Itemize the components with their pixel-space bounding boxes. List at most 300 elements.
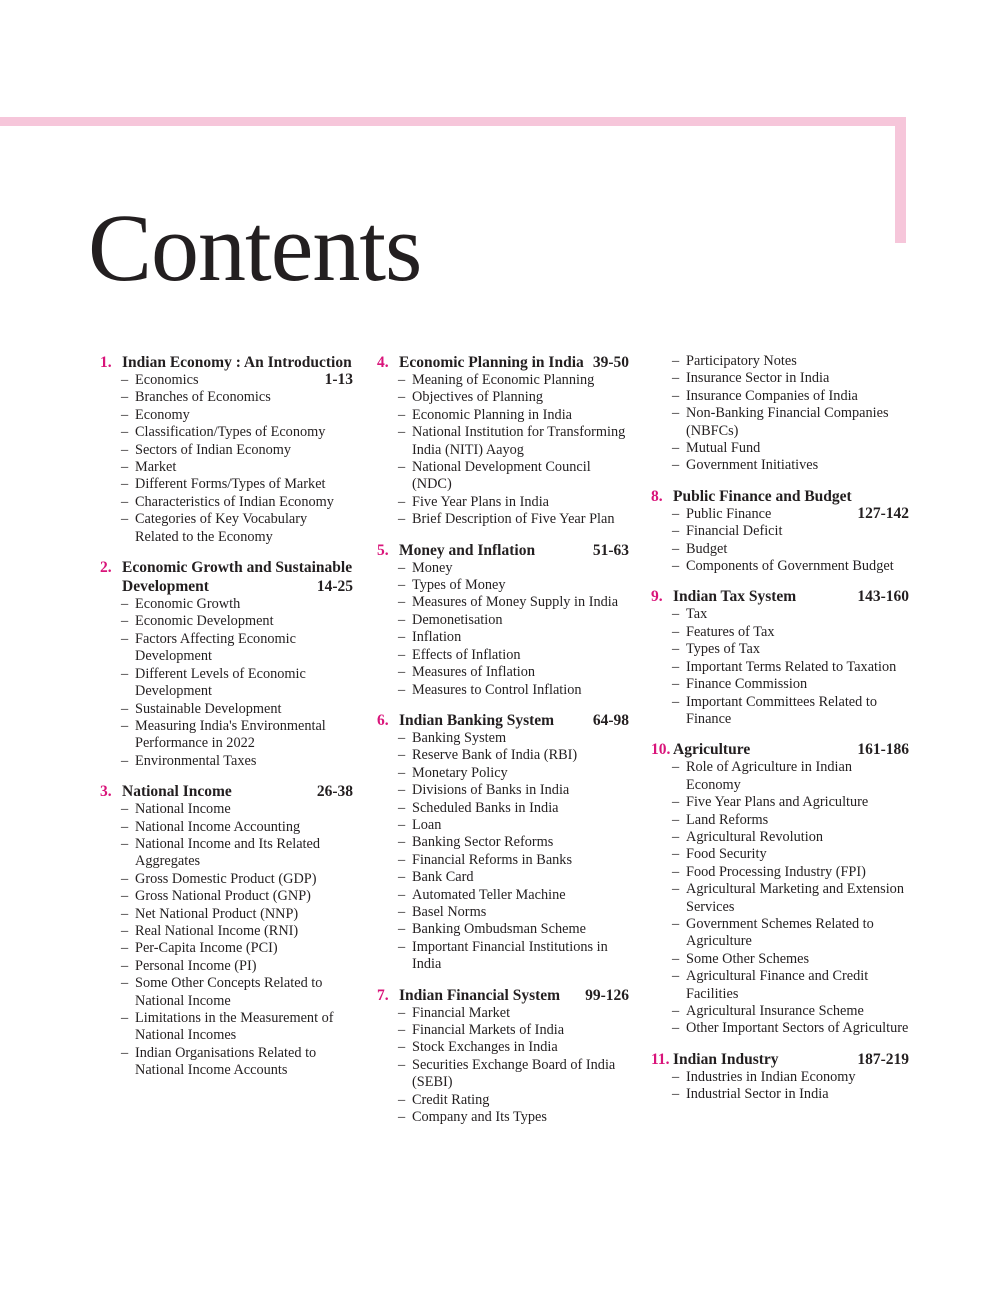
topic-dash: – bbox=[398, 1091, 406, 1108]
topic-dash: – bbox=[398, 629, 406, 646]
topic-text: National Income Accounting bbox=[135, 818, 301, 835]
topic-item bbox=[398, 904, 629, 921]
topic-item bbox=[398, 459, 629, 494]
topic-item bbox=[121, 753, 353, 770]
topic-text: Stock Exchanges in India bbox=[412, 1039, 558, 1056]
topic-list bbox=[651, 606, 909, 728]
topic-item bbox=[672, 506, 909, 523]
topic-list bbox=[377, 560, 629, 699]
chapter-page-range: 143-160 bbox=[851, 587, 909, 606]
topic-item bbox=[672, 370, 909, 387]
topic-dash: – bbox=[398, 799, 406, 816]
topic-item bbox=[398, 730, 629, 747]
chapter-page-range: 39-50 bbox=[587, 353, 629, 372]
topic-dash: – bbox=[398, 1109, 406, 1126]
topic-item bbox=[121, 923, 353, 940]
topic-text: Meaning of Economic Planning bbox=[412, 372, 595, 388]
topic-dash: – bbox=[672, 658, 680, 675]
chapter-number: 5. bbox=[377, 541, 389, 559]
toc-chapter bbox=[377, 353, 629, 529]
topic-dash: – bbox=[398, 1022, 406, 1038]
topic-dash: – bbox=[121, 888, 129, 905]
topic-dash: – bbox=[121, 630, 129, 647]
topic-dash: – bbox=[672, 846, 680, 863]
topic-dash: – bbox=[398, 511, 406, 528]
topic-dash: – bbox=[672, 1086, 680, 1103]
topic-text: Per-Capita Income (PCI) bbox=[135, 940, 278, 957]
topic-text: Measures of Money Supply in India bbox=[412, 594, 619, 611]
topic-list bbox=[651, 1069, 909, 1104]
topic-dash: – bbox=[398, 577, 406, 594]
topic-dash: – bbox=[672, 881, 680, 898]
topic-item bbox=[398, 747, 629, 764]
topic-text: Types of Money bbox=[412, 577, 506, 594]
topic-text: Gross National Product (GNP) bbox=[135, 888, 311, 905]
chapter-number: 2. bbox=[100, 559, 112, 577]
topic-text: Basel Norms bbox=[412, 903, 487, 920]
topic-dash: – bbox=[121, 389, 129, 406]
topic-dash: – bbox=[398, 886, 406, 903]
topic-item bbox=[121, 836, 353, 871]
topic-text: Public Finance bbox=[686, 505, 772, 522]
topic-text: Objectives of Planning bbox=[412, 389, 544, 406]
topic-dash: – bbox=[672, 641, 680, 658]
topic-item bbox=[121, 476, 353, 493]
topic-item bbox=[672, 864, 909, 881]
topic-item bbox=[398, 1022, 629, 1039]
topic-text: Categories of Key Vocabulary Related to the Economy bbox=[135, 511, 308, 545]
topic-text: Gross Domestic Product (GDP) bbox=[135, 870, 317, 887]
topic-item bbox=[672, 641, 909, 658]
topic-dash: – bbox=[121, 801, 129, 818]
topic-dash: – bbox=[121, 511, 129, 528]
topic-item bbox=[121, 871, 353, 888]
chapter-page-range: 14-25 bbox=[311, 577, 353, 596]
topic-item bbox=[121, 372, 353, 389]
topic-text: Indian Organisations Related to National Income Accounts bbox=[135, 1044, 317, 1079]
topic-text: Classification/Types of Economy bbox=[135, 424, 326, 441]
topic-text: Limitations in the Measurement of National Incomes bbox=[135, 1010, 334, 1044]
toc-chapter bbox=[377, 711, 629, 974]
topic-item bbox=[672, 968, 909, 1003]
chapter-heading[interactable] bbox=[651, 1050, 909, 1069]
topic-dash: – bbox=[672, 405, 680, 422]
topic-item bbox=[398, 1057, 629, 1092]
topic-text: Banking System bbox=[412, 729, 507, 746]
topic-item bbox=[121, 511, 353, 546]
topic-text: Divisions of Banks in India bbox=[412, 782, 570, 799]
topic-text: Economic Planning in India bbox=[412, 406, 573, 423]
topic-item bbox=[398, 494, 629, 511]
topic-list bbox=[651, 759, 909, 1038]
topic-text: Role of Agriculture in Indian Economy bbox=[686, 759, 852, 793]
toc-chapter bbox=[651, 487, 909, 576]
chapter-page-range: 1-13 bbox=[319, 371, 353, 388]
topic-text: Financial Deficit bbox=[686, 523, 783, 540]
topic-item bbox=[672, 794, 909, 811]
topic-dash: – bbox=[672, 1003, 680, 1019]
toc-chapter bbox=[651, 1050, 909, 1104]
chapter-title: Economic Growth and Sustainable Development bbox=[122, 559, 353, 596]
chapter-number: 7. bbox=[377, 986, 389, 1004]
topic-item bbox=[672, 916, 909, 951]
chapter-heading[interactable] bbox=[377, 541, 629, 560]
topic-item bbox=[672, 1086, 909, 1103]
topic-text: Agricultural Marketing and Extension Services bbox=[686, 881, 904, 915]
topic-item bbox=[672, 606, 909, 623]
topic-item bbox=[398, 939, 629, 974]
topic-dash: – bbox=[398, 834, 406, 851]
chapter-heading[interactable] bbox=[100, 782, 353, 801]
topic-text: Economic Development bbox=[135, 613, 274, 630]
topic-item bbox=[398, 577, 629, 594]
topic-text: Personal Income (PI) bbox=[135, 957, 257, 974]
topic-item bbox=[121, 442, 353, 459]
topic-text: Insurance Sector in India bbox=[686, 370, 830, 387]
topic-item bbox=[398, 834, 629, 851]
topic-text: Measures of Inflation bbox=[412, 664, 536, 681]
topic-dash: – bbox=[398, 681, 406, 698]
toc-column-3 bbox=[651, 353, 909, 1116]
topic-item bbox=[672, 812, 909, 829]
chapter-title: Money and Inflation bbox=[399, 541, 536, 559]
topic-dash: – bbox=[398, 646, 406, 663]
topic-item bbox=[672, 440, 909, 457]
topic-dash: – bbox=[672, 693, 680, 710]
topic-dash: – bbox=[398, 851, 406, 868]
topic-text: Some Other Schemes bbox=[686, 950, 810, 967]
topic-text: Food Security bbox=[686, 846, 767, 863]
topic-item bbox=[398, 1005, 629, 1022]
topic-dash: – bbox=[398, 764, 406, 781]
topic-item bbox=[398, 817, 629, 834]
topic-item bbox=[672, 388, 909, 405]
chapter-heading[interactable] bbox=[377, 353, 629, 372]
topic-text: Economic Growth bbox=[135, 596, 241, 613]
topic-list bbox=[100, 372, 353, 546]
topic-dash: – bbox=[672, 457, 680, 474]
topic-list bbox=[100, 801, 353, 1080]
topic-item bbox=[398, 560, 629, 577]
topic-item bbox=[398, 647, 629, 664]
topic-item bbox=[672, 353, 909, 370]
chapter-page-range: 161-186 bbox=[851, 740, 909, 759]
topic-item bbox=[121, 975, 353, 1010]
chapter-number: 1. bbox=[100, 354, 112, 371]
toc-chapter bbox=[651, 740, 909, 1038]
topic-item bbox=[121, 819, 353, 836]
topic-item bbox=[398, 765, 629, 782]
topic-item bbox=[672, 624, 909, 641]
topic-list bbox=[651, 506, 909, 576]
topic-item bbox=[398, 407, 629, 424]
topic-item bbox=[672, 523, 909, 540]
toc-chapter bbox=[377, 541, 629, 699]
topic-text: Agricultural Finance and Credit Facilities bbox=[686, 968, 869, 1002]
topic-dash: – bbox=[398, 869, 406, 886]
chapter-title: Economic Planning in India bbox=[399, 354, 584, 371]
topic-dash: – bbox=[121, 493, 129, 510]
topic-item bbox=[398, 389, 629, 406]
topic-item bbox=[398, 1092, 629, 1109]
topic-item bbox=[121, 701, 353, 718]
chapter-page-range: 26-38 bbox=[311, 782, 353, 801]
topic-text: Measures to Control Inflation bbox=[412, 681, 582, 698]
chapter-number: 8. bbox=[651, 487, 663, 505]
topic-item bbox=[672, 405, 909, 440]
topic-item bbox=[121, 1010, 353, 1045]
chapter-heading[interactable] bbox=[100, 353, 353, 372]
topic-text: Features of Tax bbox=[686, 623, 775, 640]
topic-dash: – bbox=[121, 957, 129, 974]
topic-text: Real National Income (RNI) bbox=[135, 922, 299, 939]
topic-dash: – bbox=[398, 594, 406, 611]
topic-item bbox=[672, 759, 909, 794]
topic-list bbox=[100, 596, 353, 770]
topic-dash: – bbox=[398, 938, 406, 955]
topic-item bbox=[398, 664, 629, 681]
topic-dash: – bbox=[672, 387, 680, 404]
toc-chapter bbox=[651, 587, 909, 728]
topic-text: Inflation bbox=[412, 629, 462, 646]
topic-item bbox=[672, 659, 909, 676]
toc-chapter bbox=[377, 986, 629, 1127]
topic-dash: – bbox=[672, 623, 680, 640]
chapter-number: 11. bbox=[651, 1050, 670, 1068]
topic-item bbox=[398, 921, 629, 938]
topic-text: Types of Tax bbox=[686, 641, 760, 658]
topic-dash: – bbox=[672, 811, 680, 828]
topic-text: Participatory Notes bbox=[686, 353, 797, 369]
topic-text: National Income bbox=[135, 801, 231, 818]
topic-item bbox=[398, 424, 629, 459]
topic-text: Banking Ombudsman Scheme bbox=[412, 921, 586, 938]
topic-item bbox=[121, 424, 353, 441]
topic-text: National Income and Its Related Aggregates bbox=[135, 835, 321, 870]
topic-dash: – bbox=[672, 863, 680, 880]
topic-item bbox=[672, 1069, 909, 1086]
topic-dash: – bbox=[398, 406, 406, 423]
topic-item bbox=[398, 782, 629, 799]
topic-dash: – bbox=[398, 559, 406, 576]
topic-item bbox=[121, 666, 353, 701]
chapter-title: Indian Industry bbox=[673, 1050, 779, 1068]
topic-item bbox=[398, 1039, 629, 1056]
topic-dash: – bbox=[672, 1068, 680, 1085]
topic-item bbox=[672, 846, 909, 863]
topic-dash: – bbox=[398, 903, 406, 920]
topic-dash: – bbox=[672, 558, 680, 575]
topic-text: Important Committees Related to Finance bbox=[686, 693, 877, 727]
topic-text: Financial Reforms in Banks bbox=[412, 851, 573, 868]
topic-text: Components of Government Budget bbox=[686, 558, 894, 575]
topic-text: Company and Its Types bbox=[412, 1109, 547, 1126]
topic-text: Other Important Sectors of Agriculture bbox=[686, 1020, 909, 1037]
topic-item bbox=[672, 457, 909, 474]
topic-dash: – bbox=[121, 752, 129, 769]
topic-dash: – bbox=[672, 505, 680, 522]
topic-dash: – bbox=[672, 523, 680, 540]
topic-dash: – bbox=[398, 747, 406, 764]
topic-text: Net National Product (NNP) bbox=[135, 905, 299, 922]
topic-text: Important Financial Institutions in India bbox=[412, 938, 608, 973]
chapter-number: 4. bbox=[377, 354, 389, 371]
topic-dash: – bbox=[672, 968, 680, 985]
topic-item bbox=[672, 829, 909, 846]
chapter-page-range: 64-98 bbox=[587, 711, 629, 730]
topic-item bbox=[398, 511, 629, 528]
topic-item bbox=[672, 541, 909, 558]
topic-text: Banking Sector Reforms bbox=[412, 834, 554, 851]
toc-chapter bbox=[651, 353, 909, 475]
chapter-title: National Income bbox=[122, 783, 232, 801]
topic-text: Economics bbox=[135, 372, 199, 388]
topic-text: Industrial Sector in India bbox=[686, 1086, 829, 1103]
topic-dash: – bbox=[121, 1010, 129, 1026]
chapter-number: 6. bbox=[377, 711, 389, 729]
topic-dash: – bbox=[121, 424, 129, 441]
topic-item bbox=[121, 596, 353, 613]
topic-text: Environmental Taxes bbox=[135, 752, 257, 769]
topic-text: Credit Rating bbox=[412, 1091, 490, 1108]
topic-dash: – bbox=[398, 729, 406, 746]
topic-text: Five Year Plans in India bbox=[412, 493, 550, 510]
topic-item bbox=[672, 558, 909, 575]
topic-dash: – bbox=[121, 613, 129, 630]
chapter-title: Indian Financial System bbox=[399, 986, 561, 1004]
topic-dash: – bbox=[121, 406, 129, 423]
toc-chapter bbox=[100, 782, 353, 1080]
chapter-number: 10. bbox=[651, 741, 671, 759]
chapter-heading[interactable] bbox=[377, 986, 629, 1005]
topic-dash: – bbox=[398, 921, 406, 938]
topic-item bbox=[398, 372, 629, 389]
topic-text: Five Year Plans and Agriculture bbox=[686, 794, 869, 811]
topic-item bbox=[121, 906, 353, 923]
topic-text: Factors Affecting Economic Development bbox=[135, 630, 296, 665]
topic-dash: – bbox=[121, 717, 129, 734]
topic-item bbox=[121, 958, 353, 975]
topic-dash: – bbox=[672, 828, 680, 845]
topic-item bbox=[121, 718, 353, 753]
topic-list bbox=[377, 730, 629, 974]
topic-text: Demonetisation bbox=[412, 611, 503, 628]
topic-text: Sectors of Indian Economy bbox=[135, 441, 292, 458]
topic-item bbox=[672, 881, 909, 916]
topic-dash: – bbox=[398, 372, 406, 388]
topic-item bbox=[121, 1045, 353, 1080]
topic-dash: – bbox=[672, 915, 680, 932]
chapter-heading[interactable] bbox=[651, 587, 909, 606]
topic-text: Characteristics of Indian Economy bbox=[135, 493, 334, 510]
topic-text: Financial Market bbox=[412, 1004, 511, 1021]
topic-text: Automated Teller Machine bbox=[412, 886, 566, 903]
chapter-page-range: 127-142 bbox=[851, 505, 909, 522]
topic-dash: – bbox=[121, 441, 129, 458]
chapter-page-range: 51-63 bbox=[587, 541, 629, 560]
topic-text: Finance Commission bbox=[686, 676, 808, 693]
topic-text: Reserve Bank of India (RBI) bbox=[412, 747, 578, 764]
topic-text: Important Terms Related to Taxation bbox=[686, 658, 897, 675]
topic-item bbox=[398, 869, 629, 886]
topic-dash: – bbox=[398, 664, 406, 681]
topic-item bbox=[121, 940, 353, 957]
chapter-heading[interactable] bbox=[651, 487, 909, 506]
topic-text: Government Schemes Related to Agriculture bbox=[686, 915, 874, 950]
topic-list bbox=[377, 372, 629, 529]
topic-dash: – bbox=[672, 370, 680, 387]
topic-dash: – bbox=[121, 700, 129, 717]
topic-text: Loan bbox=[412, 816, 442, 833]
topic-item bbox=[398, 1109, 629, 1126]
topic-dash: – bbox=[672, 606, 680, 623]
chapter-page-range: 99-126 bbox=[579, 986, 629, 1005]
topic-text: Market bbox=[135, 459, 177, 476]
chapter-title: Indian Banking System bbox=[399, 711, 555, 729]
topic-dash: – bbox=[398, 424, 406, 441]
topic-dash: – bbox=[121, 940, 129, 957]
topic-dash: – bbox=[121, 372, 129, 388]
chapter-page-range: 187-219 bbox=[851, 1050, 909, 1069]
topic-item bbox=[672, 951, 909, 968]
topic-list bbox=[377, 1005, 629, 1127]
topic-dash: – bbox=[398, 782, 406, 799]
topic-dash: – bbox=[398, 1056, 406, 1073]
pink-top-rule bbox=[0, 117, 906, 126]
topic-dash: – bbox=[121, 835, 129, 852]
topic-text: Some Other Concepts Related to National Income bbox=[135, 975, 323, 1009]
topic-text: Measuring India's Environmental Performance in 2022 bbox=[135, 717, 326, 752]
topic-item bbox=[398, 682, 629, 699]
chapter-heading[interactable] bbox=[377, 711, 629, 730]
topic-dash: – bbox=[398, 389, 406, 406]
topic-item bbox=[121, 459, 353, 476]
chapter-number: 3. bbox=[100, 783, 112, 801]
topic-dash: – bbox=[398, 611, 406, 628]
topic-text: National Development Council (NDC) bbox=[412, 459, 591, 493]
topic-text: Agricultural Insurance Scheme bbox=[686, 1003, 864, 1019]
topic-text: Money bbox=[412, 559, 453, 576]
topic-text: Budget bbox=[686, 540, 728, 557]
topic-text: Mutual Fund bbox=[686, 440, 761, 457]
topic-dash: – bbox=[398, 493, 406, 510]
topic-dash: – bbox=[672, 950, 680, 967]
chapter-title: Indian Tax System bbox=[673, 588, 797, 606]
toc-chapter bbox=[100, 353, 353, 546]
topic-dash: – bbox=[121, 459, 129, 476]
topic-dash: – bbox=[121, 922, 129, 939]
topic-text: Securities Exchange Board of India (SEBI) bbox=[412, 1056, 616, 1091]
topic-item bbox=[121, 801, 353, 818]
topic-text: Sustainable Development bbox=[135, 700, 282, 717]
chapter-heading[interactable] bbox=[100, 558, 353, 596]
topic-text: Agricultural Revolution bbox=[686, 828, 823, 845]
topic-text: Different Forms/Types of Market bbox=[135, 476, 326, 493]
topic-dash: – bbox=[121, 476, 129, 493]
topic-dash: – bbox=[672, 353, 680, 369]
chapter-heading[interactable] bbox=[651, 740, 909, 759]
topic-dash: – bbox=[121, 870, 129, 887]
topic-item bbox=[398, 629, 629, 646]
topic-item bbox=[398, 594, 629, 611]
topic-list bbox=[651, 353, 909, 475]
page-title: Contents bbox=[88, 194, 422, 301]
topic-text: Financial Markets of India bbox=[412, 1022, 565, 1038]
topic-dash: – bbox=[672, 1020, 680, 1037]
toc-column-1 bbox=[100, 353, 353, 1092]
topic-dash: – bbox=[121, 665, 129, 682]
topic-text: Food Processing Industry (FPI) bbox=[686, 863, 866, 880]
